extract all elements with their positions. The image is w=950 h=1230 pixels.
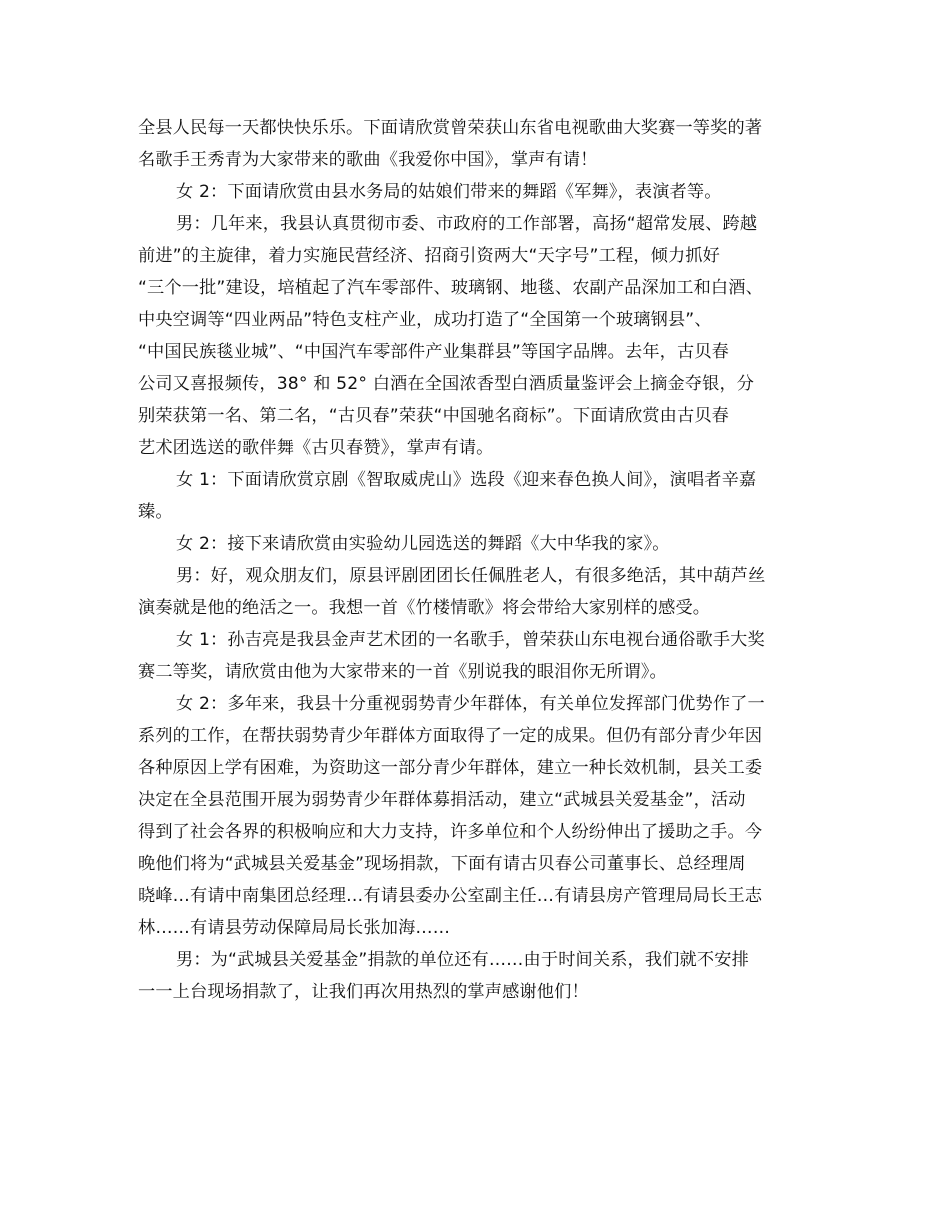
text-line: 晚他们将为“武城县关爱基金”现场捐款，下面有请古贝春公司董事长、总经理周 — [138, 854, 746, 874]
document-body — [138, 112, 818, 1008]
text-line: 男：为“武城县关爱基金”捐款的单位还有……由于时间关系，我们就不安排 — [176, 950, 749, 970]
text-line: 别荣获第一名、第二名，“古贝春”荣获“中国驰名商标”。下面请欣赏由古贝春 — [138, 406, 730, 426]
text-line: “三个一批”建设，培植起了汽车零部件、玻璃钢、地毯、农副产品深加工和白酒、 — [138, 278, 763, 298]
text-line: 公司又喜报频传，38° 和 52° 白酒在全国浓香型白酒质量鉴评会上摘金夺银，分 — [138, 374, 755, 394]
text-line: 决定在全县范围开展为弱势青少年群体募捐活动，建立“武城县关爱基金”，活动 — [138, 790, 746, 810]
text-line: 前进”的主旋律，着力实施民营经济、招商引资两大“天字号”工程，倾力抓好 — [138, 246, 720, 266]
text-line: 名歌手王秀青为大家带来的歌曲《我爱你中国》，掌声有请！ — [138, 150, 598, 170]
text-line: 系列的工作，在帮扶弱势青少年群体方面取得了一定的成果。但仍有部分青少年因 — [138, 726, 763, 746]
text-line: 晓峰…有请中南集团总经理…有请县委办公室副主任…有请县房产管理局局长王志 — [138, 886, 763, 906]
text-line: 一一上台现场捐款了，让我们再次用热烈的掌声感谢他们！ — [138, 982, 589, 1002]
text-line: 艺术团选送的歌伴舞《古贝春赞》，掌声有请。 — [138, 438, 494, 458]
text-line: 赛二等奖，请欣赏由他为大家带来的一首《别说我的眼泪你无所谓》。 — [138, 662, 667, 682]
text-line: 女 1：孙吉亮是我县金声艺术团的一名歌手，曾荣获山东电视台通俗歌手大奖 — [176, 630, 765, 650]
text-line: 女 2：多年来，我县十分重视弱势青少年群体，有关单位发挥部门优势作了一 — [176, 694, 765, 714]
text-line: 中央空调等“四业两品”特色支柱产业，成功打造了“全国第一个玻璃钢县”、 — [138, 310, 712, 330]
text-line: 女 2：下面请欣赏由县水务局的姑娘们带来的舞蹈《军舞》，表演者等。 — [176, 182, 722, 202]
text-line: 臻。 — [138, 502, 173, 522]
text-line: “中国民族毯业城”、“中国汽车零部件产业集群县”等国字品牌。去年，古贝春 — [138, 342, 730, 362]
text-line: 各种原因上学有困难，为资助这一部分青少年群体，建立一种长效机制，县关工委 — [138, 758, 763, 778]
text-line: 演奏就是他的绝活之一。我想一首《竹楼情歌》将会带给大家别样的感受。 — [138, 598, 711, 618]
text-line: 女 1：下面请欣赏京剧《智取威虎山》选段《迎来春色换人间》，演唱者辛嘉 — [176, 470, 757, 490]
text-line: 男：几年来，我县认真贯彻市委、市政府的工作部署，高扬“超常发展、跨越 — [176, 214, 758, 234]
text-line: 女 2：接下来请欣赏由实验幼儿园选送的舞蹈《大中华我的家》。 — [176, 534, 670, 554]
text-line: 全县人民每一天都快快乐乐。下面请欣赏曾荣获山东省电视歌曲大奖赛一等奖的著 — [138, 118, 763, 138]
text-line: 男：好，观众朋友们，原县评剧团团长任佩胜老人，有很多绝活，其中葫芦丝 — [176, 566, 766, 586]
text-line: 林……有请县劳动保障局局长张加海…… — [138, 918, 451, 938]
text-line: 得到了社会各界的积极响应和大力支持，许多单位和个人纷纷伸出了援助之手。今 — [138, 822, 763, 842]
